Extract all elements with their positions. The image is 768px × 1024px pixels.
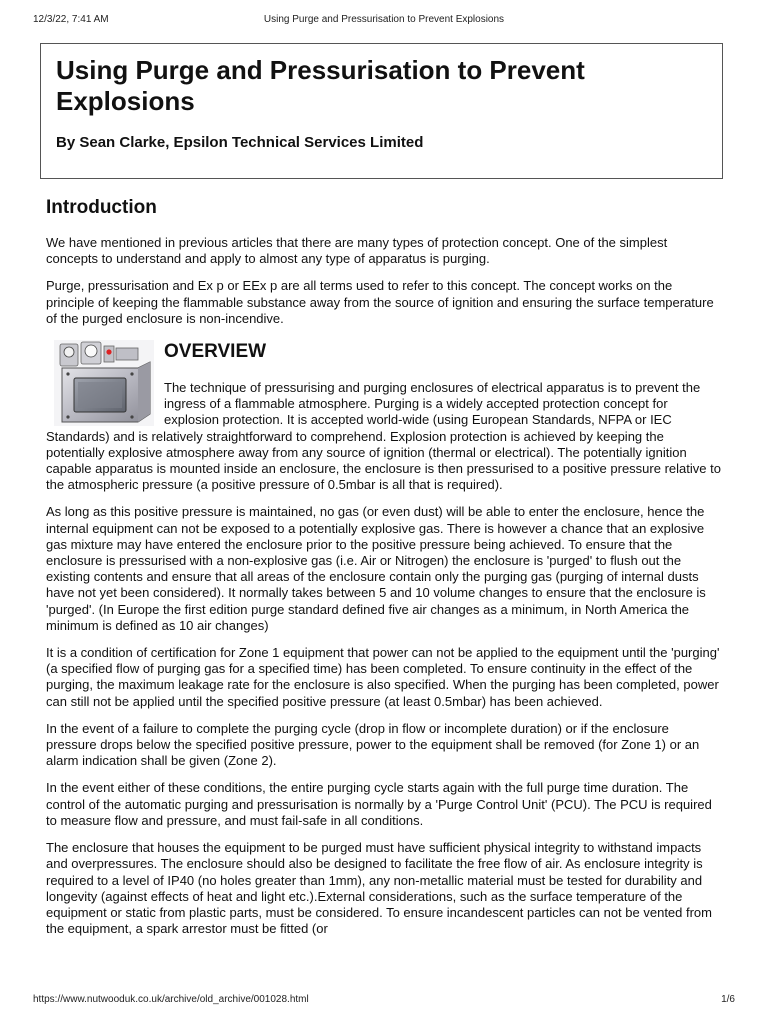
intro-heading: Introduction: [46, 197, 157, 218]
print-header: [33, 14, 735, 28]
overview-paragraph: As long as this positive pressure is maintained, no gas (or even dust) will be able to enter the enclosure, hence the internal equipment can not be exposed to a potentially explosive gas. There is however a chance that an explosive gas mixture may have entered the enclosure prior to the positive pressure being achieved. To ensure that the enclosure is pressurised with a non-explosive gas (i.e. Air or Nitrogen) the enclosure is 'purged' to flush out the existing contents and ensure that all areas of the enclosure contain only the purging gas (purging of internal dusts have not yet been considered). It normally takes between 5 and 10 volume changes to ensure that the enclosure is 'purged'. (In Europe the first edition purge standard defined five air changes as a minimum, in North America the minimum is defined as 10 air changes): [46, 504, 706, 633]
intro-paragraph: Purge, pressurisation and Ex p or EEx p are all terms used to refer to this concept. The concept works on the principle of keeping the flammable substance away from the source of ignition and ensuring the surface temperature of the purged enclosure is non-incendive.: [46, 278, 714, 326]
overview-paragraph: In the event either of these conditions, the entire purging cycle starts again with the full purge time duration. The control of the automatic purging and pressurisation is normally by a 'Purge Control Unit' (PCU). The PCU is required to measure flow and pressure, and must fail-safe in all conditions.: [46, 780, 712, 828]
article-byline: By Sean Clarke, Epsilon Technical Services Limited: [56, 134, 424, 151]
article-title-box: [40, 43, 723, 179]
article-body: [46, 196, 722, 948]
overview-paragraph: It is a condition of certification for Zone 1 equipment that power can not be applied to the equipment until the 'purging' (a specified flow of purging gas for a specified time) has been completed. To ensure continuity in the effect of the purging, the maximum leakage rate for the enclosure is also specified. When the purging has been completed, power can still not be applied until the specified positive pressure (at least 0.5mbar) has been achieved.: [46, 645, 720, 709]
purged-enclosure-image: [54, 340, 154, 426]
intro-paragraph: We have mentioned in previous articles that there are many types of protection concept. One of the simplest concepts to understand and apply to almost any type of apparatus is purging.: [46, 235, 668, 267]
print-page-title: Using Purge and Pressurisation to Prevent Explosions: [263, 14, 505, 25]
print-footer: [33, 994, 735, 1005]
print-datetime: 12/3/22, 7:41 AM: [33, 14, 109, 25]
article-title: Using Purge and Pressurisation to Prevent Explosions: [56, 55, 585, 116]
overview-section: [46, 340, 722, 937]
overview-paragraph: The technique of pressurising and purging enclosures of electrical apparatus is to prevent the ingress of a flammable atmosphere. Purging is a widely accepted protection concept for explosion protection. It is accepted world-wide (using European Standards, NFPA or IEC Standards) and is relatively straightforward to comprehend. Explosion protection is achieved by keeping the potentially explosive atmosphere away from any source of ignition (thermal or electrical). The potentially ignition capable apparatus is mounted inside an enclosure, the enclosure is then pressurised to a positive pressure relative to the atmospheric pressure (a positive pressure of 0.5mbar is all that is required).: [46, 380, 721, 493]
overview-paragraph: In the event of a failure to complete the purging cycle (drop in flow or incomplete duration) or if the enclosure pressure drops below the specified positive pressure, power to the equipment shall be removed (for Zone 1) or an alarm indication shall be given (Zone 2).: [46, 720, 700, 769]
page-number: 1/6: [721, 994, 735, 1005]
overview-paragraph: The enclosure that houses the equipment to be purged must have sufficient physical integrity to withstand impacts and overpressures. The enclosure should also be designed to facilitate the free flow of air. As enclosure integrity is required to a level of IP40 (no holes greater than 1mm), any non-metallic material must be tested for durability and longevity (against effects of heat and light etc.).External considerations, such as the surface temperature of the equipment or static from plastic parts, must be considered. To ensure incandescent particles can not be vented from the equipment, a spark arrestor must be fitted (or: [46, 840, 712, 937]
overview-heading: OVERVIEW: [164, 341, 267, 363]
source-url: https://www.nutwooduk.co.uk/archive/old_archive/001028.html: [33, 994, 309, 1005]
